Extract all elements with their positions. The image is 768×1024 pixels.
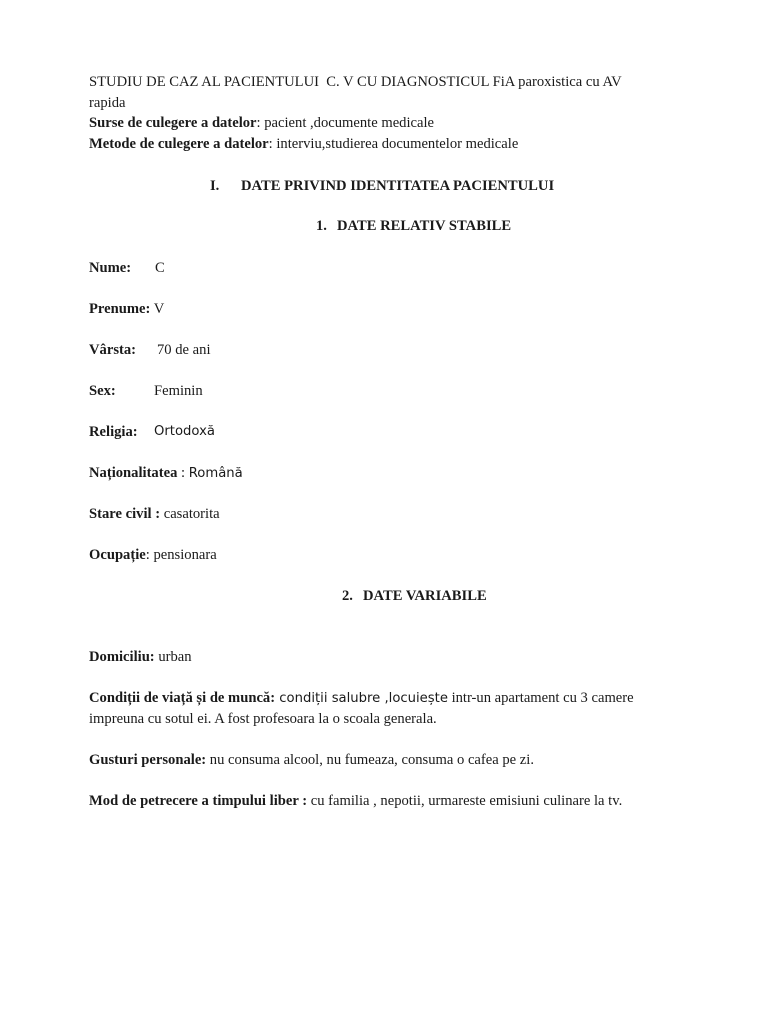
field-ocupatie bbox=[89, 545, 217, 566]
gusturi-value: nu consuma alcool, nu fumeaza, consuma o cafea pe zi. bbox=[206, 752, 534, 768]
conditii-label: Condiții de viață și de muncă: bbox=[89, 690, 276, 706]
field-nume bbox=[89, 258, 131, 279]
conditii-line-2: impreuna cu sotul ei. A fost profesoara la o scoala generala. bbox=[89, 711, 437, 727]
nationalitatea-value: Română bbox=[188, 466, 243, 481]
document-title-continuation bbox=[89, 93, 125, 114]
field-timp-liber bbox=[89, 791, 622, 812]
field-gusturi bbox=[89, 750, 534, 771]
sex-label: Sex: bbox=[89, 383, 116, 399]
title-line-1: STUDIU DE CAZ AL PACIENTULUI C. V CU DIAGNOSTICUL FiA paroxistica cu AV bbox=[89, 74, 622, 90]
conditii-value-b: intr-un apartament cu 3 camere bbox=[447, 690, 634, 706]
field-prenume bbox=[89, 299, 164, 320]
religia-label: Religia: bbox=[89, 424, 138, 440]
ocupatie-value: : pensionara bbox=[145, 547, 217, 563]
nationalitatea-separator: : bbox=[177, 465, 189, 481]
stare-civil-value: casatorita bbox=[160, 506, 220, 522]
data-methods-value: : interviu,studierea documentelor medicale bbox=[268, 136, 519, 152]
data-methods-line bbox=[89, 134, 518, 155]
data-methods-label: Metode de culegere a datelor bbox=[89, 136, 269, 152]
nume-value: C bbox=[155, 260, 165, 276]
title-line-2: rapida bbox=[89, 95, 126, 111]
field-religia bbox=[89, 422, 138, 443]
data-sources-value: : pacient ,documente medicale bbox=[256, 115, 435, 131]
religia-value: Ortodoxă bbox=[154, 424, 215, 439]
field-nume-value-wrap bbox=[155, 258, 165, 279]
subsection-1-title: DATE RELATIV STABILE bbox=[337, 218, 512, 234]
stare-civil-label: Stare civil : bbox=[89, 506, 161, 522]
prenume-label: Prenume: bbox=[89, 301, 151, 317]
section-1-title: DATE PRIVIND IDENTITATEA PACIENTULUI bbox=[241, 178, 555, 194]
field-stare-civil bbox=[89, 504, 220, 525]
field-varsta-value-wrap bbox=[157, 340, 211, 361]
data-sources-label: Surse de culegere a datelor bbox=[89, 115, 257, 131]
gusturi-label: Gusturi personale: bbox=[89, 752, 207, 768]
field-sex-value-wrap bbox=[154, 381, 203, 402]
field-conditii-continuation bbox=[89, 709, 437, 730]
field-nationalitatea bbox=[89, 463, 243, 485]
field-religia-value-wrap bbox=[154, 422, 215, 443]
varsta-label: Vârsta: bbox=[89, 342, 137, 358]
field-varsta bbox=[89, 340, 136, 361]
prenume-value: V bbox=[150, 301, 165, 317]
ocupatie-label: Ocupație bbox=[89, 547, 146, 563]
section-1-number: I. bbox=[210, 178, 220, 194]
timp-liber-value: cu familia , nepotii, urmareste emisiuni culinare la tv. bbox=[307, 793, 623, 809]
document-title bbox=[89, 72, 622, 93]
sex-value: Feminin bbox=[154, 383, 203, 399]
conditii-value-a: condiții salubre ,locuiește bbox=[275, 691, 448, 706]
subsection-1-number: 1. bbox=[316, 218, 327, 234]
nationalitatea-label: Naționalitatea bbox=[89, 465, 178, 481]
nume-label: Nume: bbox=[89, 260, 132, 276]
data-sources-line bbox=[89, 113, 434, 134]
subsection-2-number: 2. bbox=[342, 588, 353, 604]
field-sex bbox=[89, 381, 116, 402]
varsta-value: 70 de ani bbox=[157, 342, 211, 358]
subsection-2-title: DATE VARIABILE bbox=[363, 588, 487, 604]
timp-liber-label: Mod de petrecere a timpului liber : bbox=[89, 793, 308, 809]
domiciliu-value: urban bbox=[154, 649, 192, 665]
field-conditii bbox=[89, 688, 634, 710]
field-domiciliu bbox=[89, 647, 192, 668]
domiciliu-label: Domiciliu: bbox=[89, 649, 155, 665]
